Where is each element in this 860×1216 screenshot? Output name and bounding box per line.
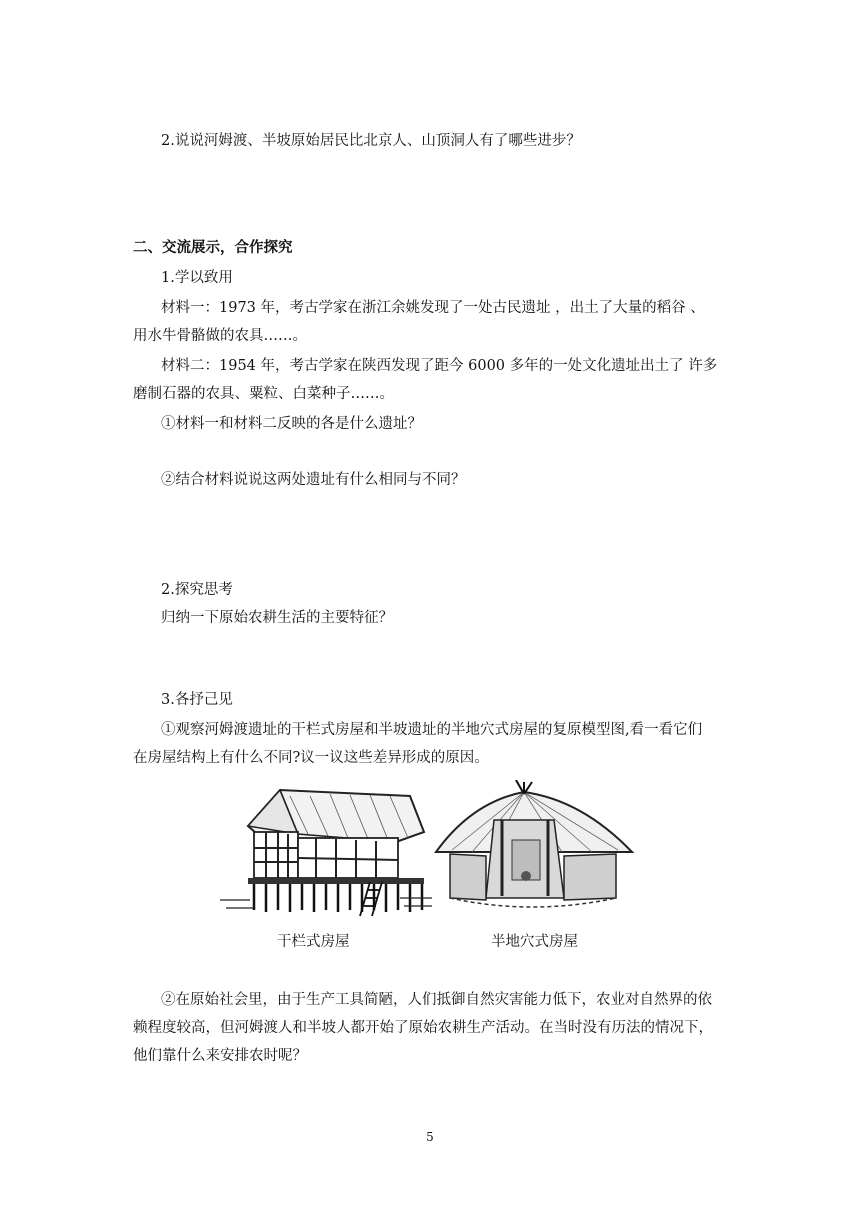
subheading-explore: 2.探究思考 <box>161 582 233 598</box>
semi-subterranean-house-illustration <box>432 780 638 920</box>
material-1-line-2: 用水牛骨骼做的农具……。 <box>133 328 307 344</box>
caption-semi-subterranean-house: 半地穴式房屋 <box>491 934 578 950</box>
question-sites: ①材料一和材料二反映的各是什么遗址？ <box>161 416 422 432</box>
question-features: 归纳一下原始农耕生活的主要特征？ <box>161 610 393 626</box>
final-question-line-3: 他们靠什么来安排农时呢？ <box>133 1048 307 1064</box>
subheading-opinions: 3.各抒己见 <box>161 692 233 708</box>
observe-line-2: 在房屋结构上有什么不同?议一议这些差异形成的原因。 <box>133 750 489 766</box>
material-1-line-1: 材料一：1973 年，考古学家在浙江余姚发现了一处古民遗址 ，出土了大量的稻谷 、 <box>161 300 705 316</box>
page-number: 5 <box>426 1130 434 1144</box>
observe-line-1: ①观察河姆渡遗址的干栏式房屋和半坡遗址的半地穴式房屋的复原模型图,看一看它们 <box>161 722 703 738</box>
subheading-apply: 1.学以致用 <box>161 270 233 286</box>
stilt-house-illustration <box>220 782 432 920</box>
question-2: 2.说说河姆渡、半坡原始居民比北京人、山顶洞人有了哪些进步？ <box>161 133 581 149</box>
caption-stilt-house: 干栏式房屋 <box>277 934 350 950</box>
final-question-line-1: ②在原始社会里，由于生产工具简陋，人们抵御自然灾害能力低下，农业对自然界的依 <box>161 992 712 1008</box>
material-2-line-1: 材料二：1954 年，考古学家在陕西发现了距今 6000 多年的一处文化遗址出土了 许多 <box>161 358 718 374</box>
question-compare: ②结合材料说说这两处遗址有什么相同与不同？ <box>161 472 466 488</box>
final-question-line-2: 赖程度较高，但河姆渡人和半坡人都开始了原始农耕生产活动。在当时没有历法的情况下， <box>133 1020 713 1036</box>
material-2-line-2: 磨制石器的农具、粟粒、白菜种子……。 <box>133 386 394 402</box>
section-heading: 二、交流展示，合作探究 <box>133 239 293 256</box>
